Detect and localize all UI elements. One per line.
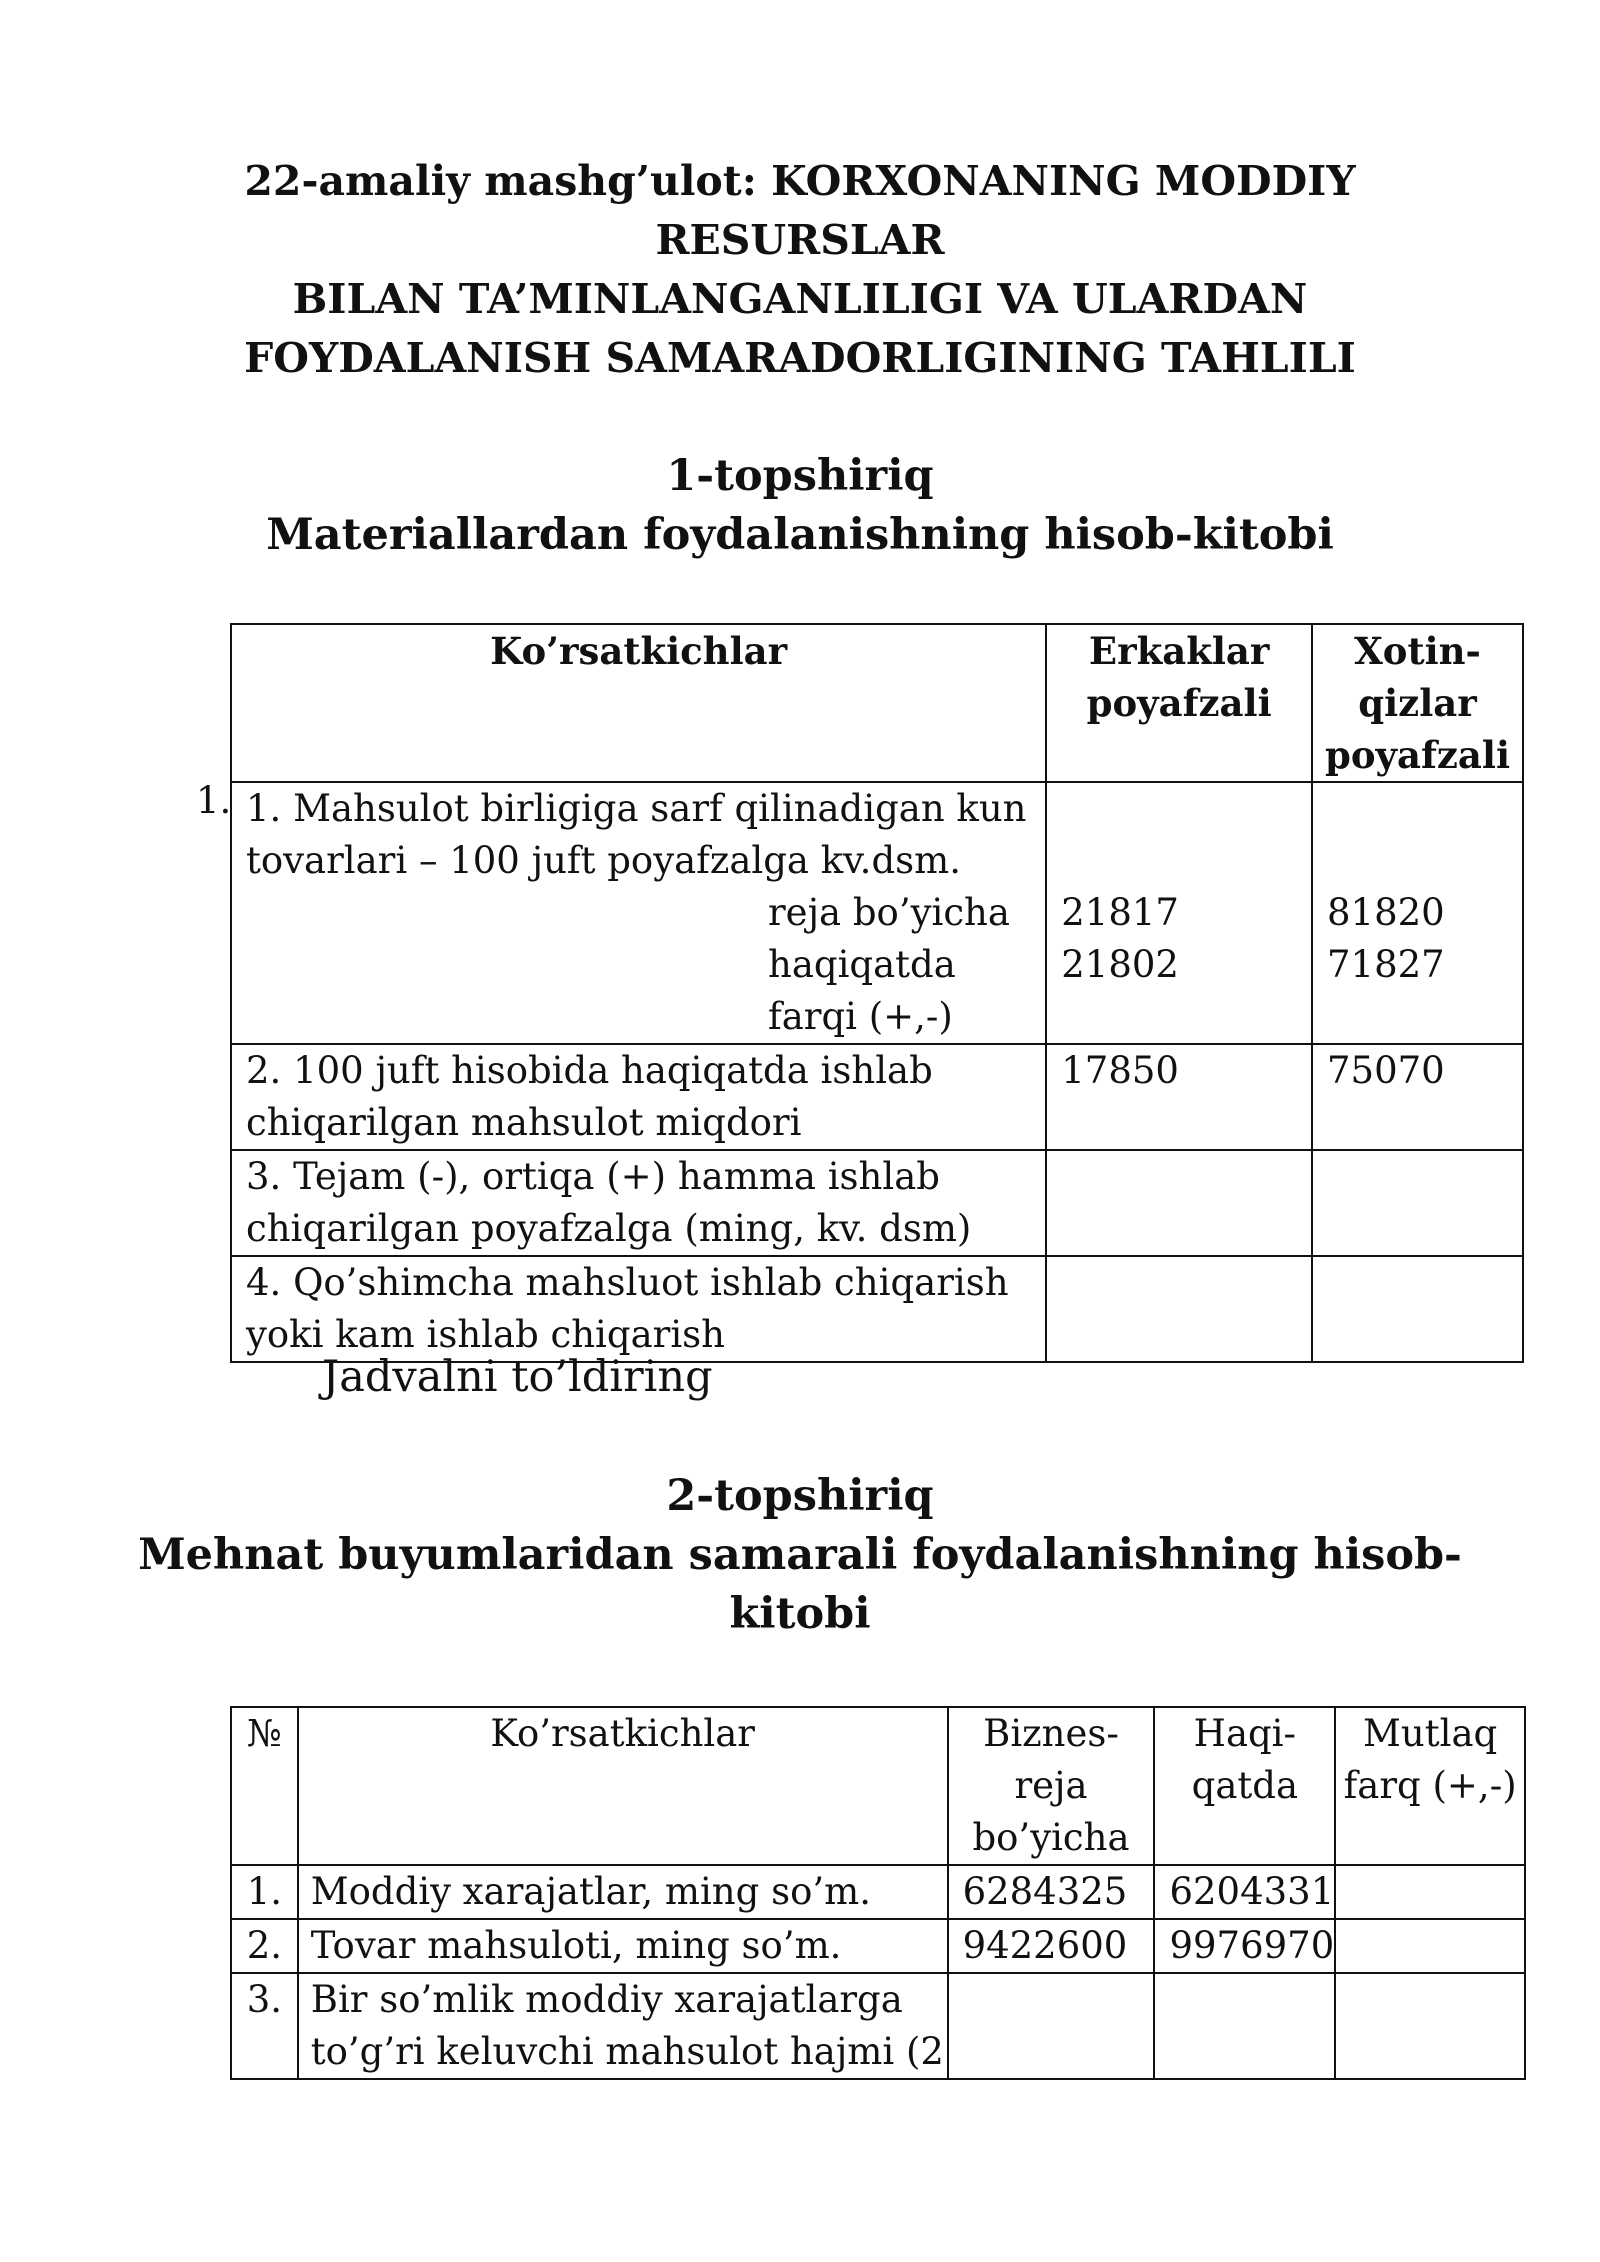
header-number: № [231, 1707, 298, 1865]
row-label-line: 1. Mahsulot birligiga sarf qilinadigan kun [246, 787, 1027, 830]
women-values [1312, 782, 1523, 1044]
table-row [231, 1973, 1525, 2079]
women-value-empty[interactable] [1312, 1256, 1523, 1362]
task1-number: 1-topshiriq [666, 451, 934, 501]
women-plan-value: 81820 [1326, 891, 1445, 934]
plan-value[interactable] [948, 1973, 1155, 2079]
header-indicators: Ko’rsatkichlar [298, 1707, 948, 1865]
men-actual-value: 21802 [1061, 943, 1179, 986]
women-value: 75070 [1312, 1044, 1523, 1150]
labor-items-table [230, 1706, 1526, 2080]
men-value: 17850 [1046, 1044, 1312, 1150]
row-number: 3. [231, 1973, 298, 2079]
sub-row-actual: haqiqatda [768, 943, 956, 986]
sub-row-plan: reja bo’yicha [768, 891, 1010, 934]
task2-number: 2-topshiriq [666, 1471, 934, 1521]
row-label-line: to’g’ri keluvchi mahsulot hajmi (2 [310, 2030, 944, 2073]
table-header-row [231, 1707, 1525, 1865]
row-label [231, 782, 1046, 1044]
materials-table [230, 623, 1524, 1363]
task1-heading [0, 447, 1600, 565]
row-label-line: 4. Qo’shimcha mahsluot ishlab chiqarish [246, 1261, 1009, 1304]
row-label-line: tovarlari – 100 juft poyafzalga kv.dsm. [246, 839, 961, 882]
table-row [231, 782, 1523, 1044]
table-row [231, 1865, 1525, 1919]
row-label: Tovar mahsuloti, ming so’m. [298, 1919, 948, 1973]
title-line: FOYDALANISH SAMARADORLIGINING TAHLILI [244, 334, 1356, 382]
header-difference: Mutlaq farq (+,-) [1335, 1707, 1525, 1865]
table-header-row [231, 624, 1523, 782]
actual-value[interactable] [1154, 1973, 1335, 2079]
title-line: BILAN TA’MINLANGANLILIGI VA ULARDAN [292, 275, 1308, 323]
title-line: 22-amaliy mashg’ulot: KORXONANING MODDIY [244, 157, 1356, 205]
row-label [231, 1150, 1046, 1256]
plan-value: 9422600 [948, 1919, 1155, 1973]
row-label-line: yoki kam ishlab chiqarish [246, 1313, 725, 1356]
row-label [231, 1256, 1046, 1362]
task1-title: Materiallardan foydalanishning hisob-kitobi [266, 510, 1334, 560]
men-plan-value: 21817 [1061, 891, 1179, 934]
title-line: RESURSLAR [655, 216, 945, 264]
header-actual: Haqi- qatda [1154, 1707, 1335, 1865]
actual-value: 6204331 [1154, 1865, 1335, 1919]
task2-title-line: Mehnat buyumlaridan samarali foydalanishning hisob- [138, 1530, 1462, 1580]
header-indicators: Ko’rsatkichlar [231, 624, 1046, 782]
men-values [1046, 782, 1312, 1044]
men-value-empty[interactable] [1046, 1256, 1312, 1362]
row-label-line: chiqarilgan poyafzalga (ming, kv. dsm) [246, 1207, 972, 1250]
task2-title-line: kitobi [729, 1589, 871, 1639]
row-label [298, 1973, 948, 2079]
women-actual-value: 71827 [1326, 943, 1445, 986]
row-marker: 1. [196, 779, 232, 822]
row-number: 1. [231, 1865, 298, 1919]
header-plan: Biznes- reja bo’yicha [948, 1707, 1155, 1865]
difference-value[interactable] [1335, 1973, 1525, 2079]
table-row [231, 1150, 1523, 1256]
sub-row-diff: farqi (+,-) [768, 995, 953, 1038]
plan-value: 6284325 [948, 1865, 1155, 1919]
fill-table-note: Jadvalni to’ldiring [322, 1352, 713, 1402]
difference-value[interactable] [1335, 1919, 1525, 1973]
row-label-line: Bir so’mlik moddiy xarajatlarga [310, 1978, 903, 2021]
row-label-line: 2. 100 juft hisobida haqiqatda ishlab [246, 1049, 933, 1092]
header-men-shoes: Erkaklar poyafzali [1046, 624, 1312, 782]
row-number: 2. [231, 1919, 298, 1973]
document-title [0, 152, 1600, 388]
difference-value[interactable] [1335, 1865, 1525, 1919]
row-label-line: chiqarilgan mahsulot miqdori [246, 1101, 802, 1144]
row-label-line: 3. Tejam (-), ortiqa (+) hamma ishlab [246, 1155, 940, 1198]
women-value-empty[interactable] [1312, 1150, 1523, 1256]
actual-value: 9976970 [1154, 1919, 1335, 1973]
header-women-shoes: Xotin- qizlar poyafzali [1312, 624, 1523, 782]
row-label: Moddiy xarajatlar, ming so’m. [298, 1865, 948, 1919]
row-label [231, 1044, 1046, 1150]
men-value-empty[interactable] [1046, 1150, 1312, 1256]
task2-heading [0, 1467, 1600, 1644]
table-row [231, 1919, 1525, 1973]
table-row [231, 1044, 1523, 1150]
table-row [231, 1256, 1523, 1362]
